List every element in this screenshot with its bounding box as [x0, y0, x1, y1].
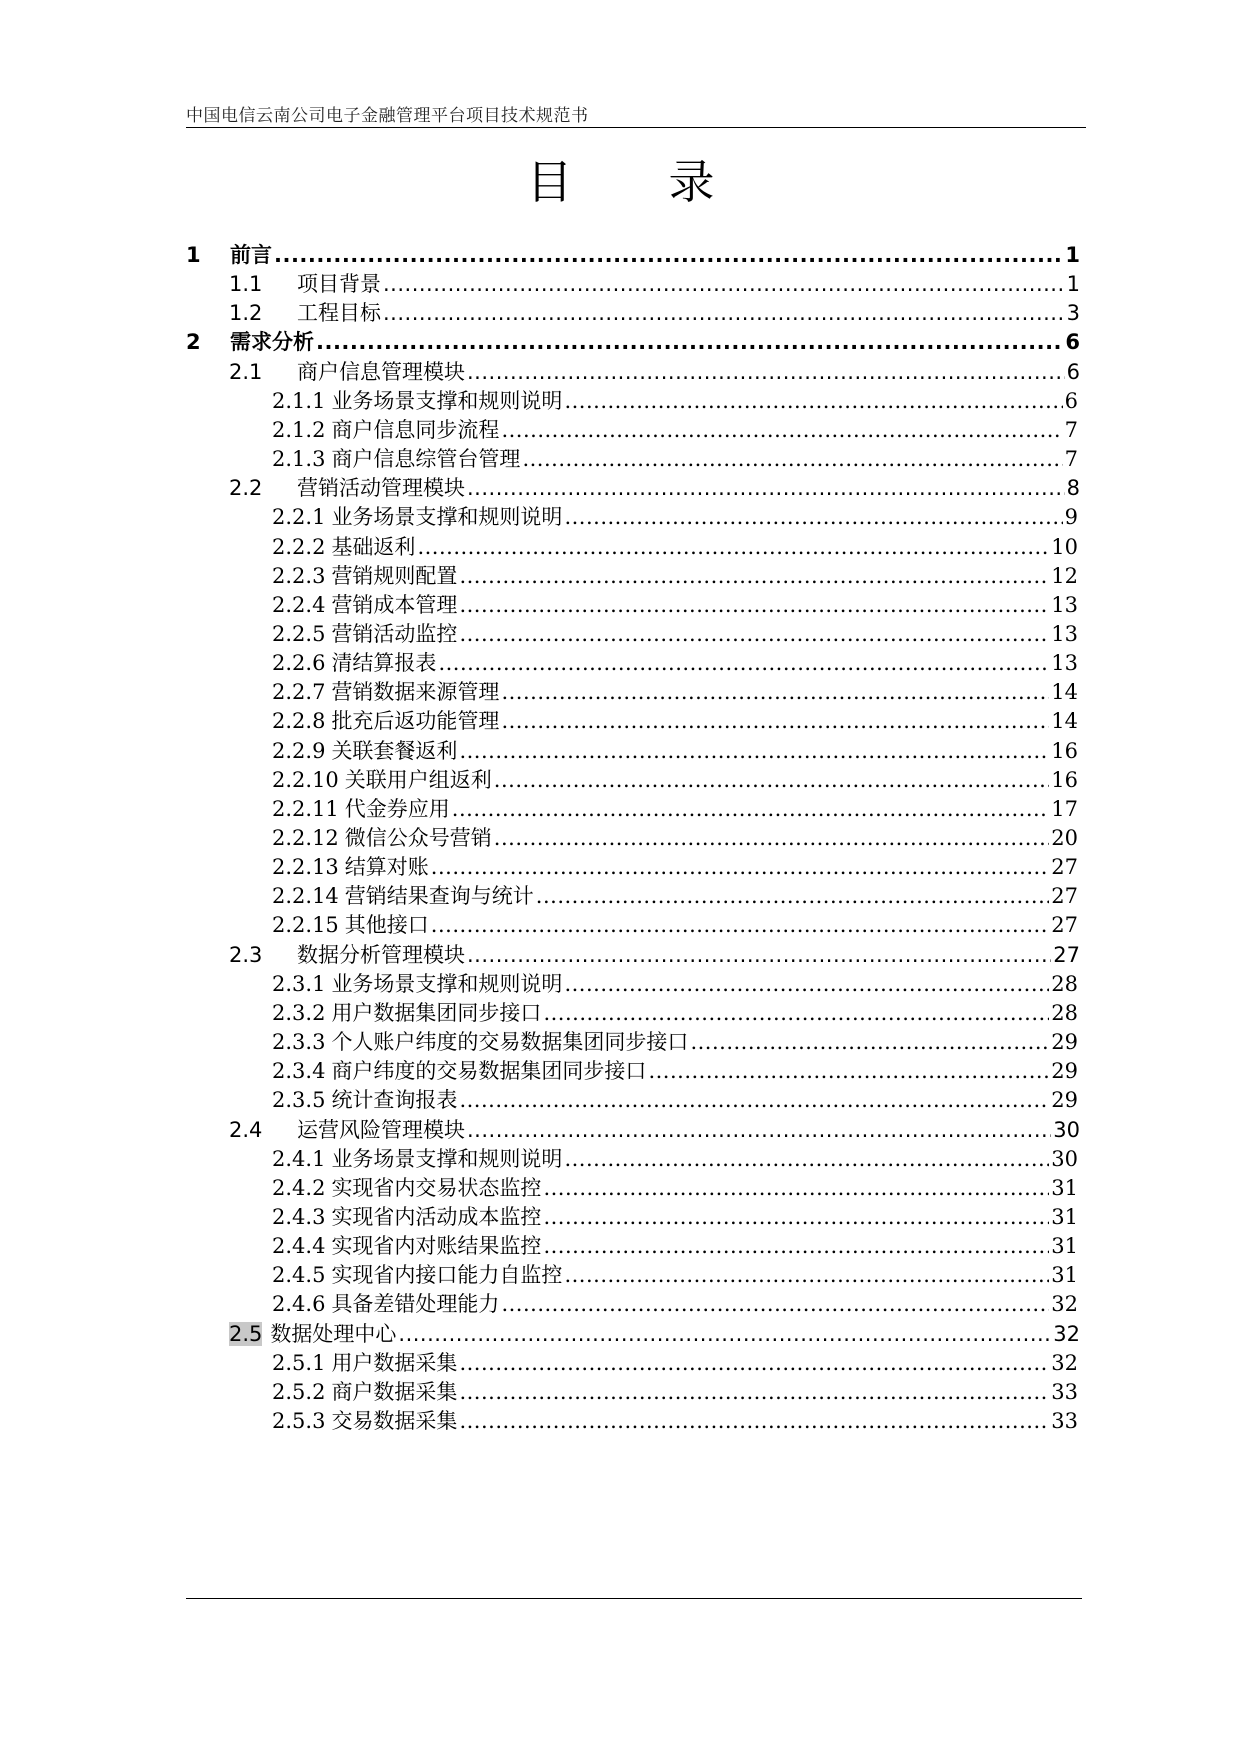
toc-entry-number: 1	[186, 243, 201, 267]
toc-dot-leader	[494, 768, 1049, 792]
toc-dot-leader	[501, 418, 1062, 442]
toc-entry-page: 10	[1051, 534, 1078, 559]
toc-entry-label: 统计查询报表	[331, 1088, 458, 1113]
toc-dot-leader	[543, 1234, 1049, 1258]
toc-dot-leader	[459, 1088, 1049, 1112]
toc-entry[interactable]	[272, 1230, 1078, 1260]
toc-entry-label: 商户纬度的交易数据集团同步接口	[331, 1059, 647, 1084]
toc-entry-page: 1	[1066, 272, 1080, 297]
toc-entry-number: 2.3.2	[272, 1000, 326, 1025]
toc-entry[interactable]	[272, 1376, 1078, 1406]
toc-entry-number: 2.4	[229, 1117, 263, 1142]
toc-dot-leader	[274, 243, 1063, 267]
toc-entry-number: 2.2	[229, 476, 263, 501]
toc-entry-label: 需求分析	[230, 330, 314, 355]
toc-entry[interactable]	[272, 909, 1078, 939]
toc-entry-number: 2.2.14	[272, 884, 339, 909]
toc-entry-page: 9	[1064, 505, 1078, 530]
toc-entry[interactable]	[272, 997, 1078, 1027]
toc-entry-number: 2.2.9	[272, 738, 326, 763]
toc-entry-page: 32	[1051, 1292, 1078, 1317]
toc-entry-page: 33	[1051, 1409, 1078, 1433]
toc-entry[interactable]	[272, 1084, 1078, 1114]
toc-entry-page: 30	[1053, 1117, 1080, 1142]
toc-entry-label: 其他接口	[344, 913, 429, 938]
toc-entry[interactable]	[272, 385, 1078, 415]
toc-entry-page: 14	[1051, 709, 1078, 734]
toc-entry-page: 31	[1051, 1175, 1078, 1200]
toc-entry-label: 具备差错处理能力	[331, 1292, 500, 1317]
toc-entry-number: 2.4.6	[272, 1292, 326, 1317]
toc-dot-leader	[543, 1001, 1049, 1025]
toc-entry[interactable]	[272, 647, 1078, 677]
toc-entry[interactable]	[272, 414, 1078, 444]
toc-entry-page: 27	[1053, 942, 1080, 967]
toc-entry-label: 营销成本管理	[331, 592, 458, 617]
toc-entry[interactable]	[272, 501, 1078, 531]
toc-entry-label: 营销活动管理模块	[297, 476, 465, 501]
toc-entry-number: 2.4.5	[272, 1263, 326, 1288]
toc-entry-label: 项目背景	[297, 272, 381, 297]
toc-entry-label: 业务场景支撑和规则说明	[331, 388, 563, 413]
toc-entry[interactable]	[229, 297, 1080, 327]
toc-dot-leader	[564, 389, 1062, 413]
toc-entry-page: 29	[1051, 1059, 1078, 1084]
toc-entry-number: 2.2.8	[272, 709, 326, 734]
toc-entry[interactable]	[272, 968, 1078, 998]
toc-entry-page: 31	[1051, 1234, 1078, 1259]
toc-dot-leader	[459, 622, 1049, 646]
toc-entry[interactable]	[229, 268, 1080, 298]
footer-divider	[186, 1598, 1082, 1599]
toc-entry-label: 微信公众号营销	[344, 826, 492, 850]
toc-dot-leader	[564, 1147, 1049, 1171]
toc-entry-label: 批充后返功能管理	[331, 709, 500, 734]
toc-dot-leader	[690, 1030, 1049, 1054]
toc-entry-label: 商户信息管理模块	[297, 359, 465, 384]
toc-entry-label: 基础返利	[331, 534, 416, 559]
toc-entry-label: 清结算报表	[331, 651, 437, 676]
toc-entry-number: 2.2.5	[272, 621, 326, 646]
toc-entry-page: 32	[1051, 1350, 1078, 1375]
toc-entry-page: 7	[1064, 417, 1078, 442]
header-divider	[186, 127, 1086, 128]
toc-entry-number: 2.2.10	[272, 767, 339, 792]
toc-entry[interactable]	[272, 705, 1078, 735]
toc-entry-page: 32	[1053, 1321, 1080, 1346]
toc-entry[interactable]	[229, 356, 1080, 386]
toc-entry-label: 用户数据采集	[331, 1350, 458, 1375]
toc-dot-leader	[417, 535, 1049, 559]
toc-dot-leader	[648, 1059, 1049, 1083]
toc-entry-label: 商户数据采集	[331, 1379, 458, 1404]
toc-entry-page: 27	[1051, 913, 1078, 938]
toc-dot-leader	[543, 1176, 1049, 1200]
toc-entry[interactable]	[272, 793, 1078, 823]
toc-entry-number: 2.2.7	[272, 680, 326, 705]
toc-entry-number: 2.5.3	[272, 1409, 326, 1433]
toc-entry-page: 16	[1051, 767, 1078, 792]
toc-dot-leader	[459, 1380, 1049, 1404]
toc-entry-page: 13	[1051, 592, 1078, 617]
toc-entry[interactable]	[272, 1201, 1078, 1231]
toc-dot-leader	[564, 1263, 1049, 1287]
toc-entry-label: 实现省内对账结果监控	[331, 1234, 542, 1259]
toc-entry[interactable]	[272, 560, 1078, 590]
toc-entry-page: 27	[1051, 884, 1078, 909]
toc-entry[interactable]	[229, 1114, 1080, 1144]
toc-entry-number: 2.2.15	[272, 913, 339, 938]
toc-entry-number: 2.5.2	[272, 1379, 326, 1404]
toc-dot-leader	[536, 884, 1049, 908]
toc-entry-number: 2.2.1	[272, 505, 326, 530]
toc-dot-leader	[501, 680, 1049, 704]
toc-entry-label: 关联用户组返利	[344, 767, 492, 792]
toc-entry-number: 2.1	[229, 359, 263, 384]
toc-entry-number: 2.4.4	[272, 1234, 326, 1259]
toc-entry-label: 实现省内交易状态监控	[331, 1175, 542, 1200]
toc-dot-leader	[494, 826, 1049, 850]
toc-dot-leader	[501, 1292, 1049, 1316]
toc-entry-page: 13	[1051, 621, 1078, 646]
toc-dot-leader	[459, 593, 1049, 617]
toc-entry-label: 用户数据集团同步接口	[331, 1000, 542, 1025]
toc-entry[interactable]	[272, 531, 1078, 561]
toc-entry-page: 12	[1051, 563, 1078, 588]
toc-entry-label: 业务场景支撑和规则说明	[331, 1146, 563, 1171]
toc-entry-label: 营销结果查询与统计	[344, 884, 534, 909]
toc-entry[interactable]	[272, 618, 1078, 648]
toc-entry-label: 个人账户纬度的交易数据集团同步接口	[331, 1030, 689, 1055]
toc-dot-leader	[564, 972, 1049, 996]
toc-entry[interactable]	[229, 939, 1080, 969]
toc-entry-number: 2.5	[229, 1321, 263, 1346]
toc-entry-number: 2.5.1	[272, 1350, 326, 1375]
toc-entry-label: 运营风险管理模块	[297, 1117, 465, 1142]
toc-entry[interactable]	[272, 1172, 1078, 1202]
toc-entry[interactable]	[272, 443, 1078, 473]
toc-entry-label: 业务场景支撑和规则说明	[331, 505, 563, 530]
toc-entry-number: 2.3.1	[272, 971, 326, 996]
toc-entry[interactable]	[186, 239, 1080, 269]
toc-entry-label: 代金券应用	[344, 796, 450, 821]
toc-entry-page: 8	[1066, 476, 1080, 501]
toc-entry-page: 13	[1051, 651, 1078, 676]
toc-entry-page: 3	[1066, 301, 1080, 326]
toc-entry-label: 数据分析管理模块	[297, 942, 465, 967]
toc-entry-page: 7	[1064, 447, 1078, 472]
toc-entry[interactable]	[272, 735, 1078, 765]
toc-entry[interactable]	[272, 880, 1078, 910]
toc-dot-leader	[467, 943, 1051, 967]
toc-dot-leader	[459, 739, 1049, 763]
toc-dot-leader	[467, 360, 1065, 384]
toc-entry[interactable]	[272, 1405, 1078, 1435]
toc-entry-number: 2.3.4	[272, 1059, 326, 1084]
toc-entry[interactable]	[272, 764, 1078, 794]
toc-dot-leader	[459, 1409, 1049, 1433]
toc-entry-page: 6	[1064, 388, 1078, 413]
toc-entry-page: 27	[1051, 855, 1078, 880]
toc-dot-leader	[383, 272, 1065, 296]
toc-entry-label: 数据处理中心	[270, 1321, 397, 1346]
toc-entry-number: 2.4.2	[272, 1175, 326, 1200]
toc-dot-leader	[431, 855, 1049, 879]
toc-entry-number: 1.1	[229, 272, 263, 297]
toc-entry-label: 业务场景支撑和规则说明	[331, 971, 563, 996]
toc-entry-number: 2.2.11	[272, 796, 339, 821]
toc-entry-label: 商户信息同步流程	[331, 417, 500, 442]
toc-dot-leader	[467, 476, 1065, 500]
toc-entry[interactable]	[272, 1347, 1078, 1377]
page-title: 目录	[526, 155, 811, 209]
toc-dot-leader	[316, 330, 1063, 354]
toc-dot-leader	[459, 564, 1049, 588]
toc-entry-page: 20	[1051, 826, 1078, 850]
toc-entry-label: 工程目标	[297, 301, 381, 326]
toc-entry-label: 结算对账	[344, 855, 429, 880]
toc-entry-number: 2.1.1	[272, 388, 326, 413]
toc-entry-label: 交易数据采集	[331, 1409, 458, 1433]
toc-entry[interactable]	[272, 1026, 1078, 1056]
toc-dot-leader	[398, 1322, 1051, 1346]
toc-entry-label: 商户信息综管台管理	[331, 447, 521, 472]
toc-entry-label: 营销规则配置	[331, 563, 458, 588]
toc-entry-label: 实现省内接口能力自监控	[331, 1263, 563, 1288]
toc-entry-number: 2.4.1	[272, 1146, 326, 1171]
toc-entry-page: 28	[1051, 1000, 1078, 1025]
toc-entry-label: 关联套餐返利	[331, 738, 458, 763]
toc-entry-page: 16	[1051, 738, 1078, 763]
toc-dot-leader	[438, 651, 1049, 675]
toc-entry[interactable]	[272, 1055, 1078, 1085]
toc-entry-page: 31	[1051, 1204, 1078, 1229]
toc-entry-number: 2.2.2	[272, 534, 326, 559]
toc-entry-label: 前言	[230, 243, 272, 267]
toc-entry-number: 2.3.5	[272, 1088, 326, 1113]
toc-entry-number: 2.2.6	[272, 651, 326, 676]
toc-entry[interactable]	[229, 1318, 1080, 1348]
toc-entry-number: 2.4.3	[272, 1204, 326, 1229]
toc-entry-number: 2.2.12	[272, 826, 339, 850]
toc-entry[interactable]	[272, 1143, 1078, 1173]
toc-entry-number: 2	[186, 330, 201, 355]
toc-entry-label: 营销数据来源管理	[331, 680, 500, 705]
toc-entry-page: 17	[1051, 796, 1078, 821]
toc-entry-page: 1	[1065, 243, 1080, 267]
toc-dot-leader	[543, 1205, 1049, 1229]
toc-entry-page: 28	[1051, 971, 1078, 996]
toc-entry-number: 2.2.3	[272, 563, 326, 588]
toc-dot-leader	[467, 1118, 1051, 1142]
toc-dot-leader	[522, 447, 1062, 471]
toc-dot-leader	[564, 505, 1062, 529]
running-header: 中国电信云南公司电子金融管理平台项目技术规范书	[186, 106, 589, 126]
toc-entry-page: 31	[1051, 1263, 1078, 1288]
toc-entry-number: 2.3.3	[272, 1030, 326, 1055]
toc-dot-leader	[431, 913, 1049, 937]
toc-dot-leader	[383, 301, 1065, 325]
toc-entry-page: 6	[1066, 359, 1080, 384]
toc-entry-page: 6	[1065, 330, 1080, 355]
toc-dot-leader	[452, 797, 1049, 821]
toc-entry-label: 营销活动监控	[331, 621, 458, 646]
toc-entry-number: 1.2	[229, 301, 263, 326]
toc-entry-number: 2.1.3	[272, 447, 326, 472]
toc-entry[interactable]	[186, 326, 1080, 356]
toc-entry[interactable]	[229, 472, 1080, 502]
toc-entry[interactable]	[272, 1288, 1078, 1318]
toc-entry[interactable]	[272, 676, 1078, 706]
toc-entry-number: 2.2.13	[272, 855, 339, 880]
toc-entry-page: 29	[1051, 1088, 1078, 1113]
toc-entry[interactable]	[272, 851, 1078, 881]
toc-dot-leader	[459, 1351, 1049, 1375]
toc-entry-page: 14	[1051, 680, 1078, 705]
toc-entry-page: 33	[1051, 1379, 1078, 1404]
toc-entry[interactable]	[272, 589, 1078, 619]
toc-entry-page: 30	[1051, 1146, 1078, 1171]
toc-entry-number: 2.2.4	[272, 592, 326, 617]
toc-entry-number: 2.3	[229, 942, 263, 967]
toc-entry-label: 实现省内活动成本监控	[331, 1204, 542, 1229]
toc-entry-number: 2.1.2	[272, 417, 326, 442]
toc-entry[interactable]	[272, 1259, 1078, 1289]
toc-dot-leader	[501, 709, 1049, 733]
toc-entry-page: 29	[1051, 1030, 1078, 1055]
toc-entry[interactable]	[272, 822, 1078, 852]
